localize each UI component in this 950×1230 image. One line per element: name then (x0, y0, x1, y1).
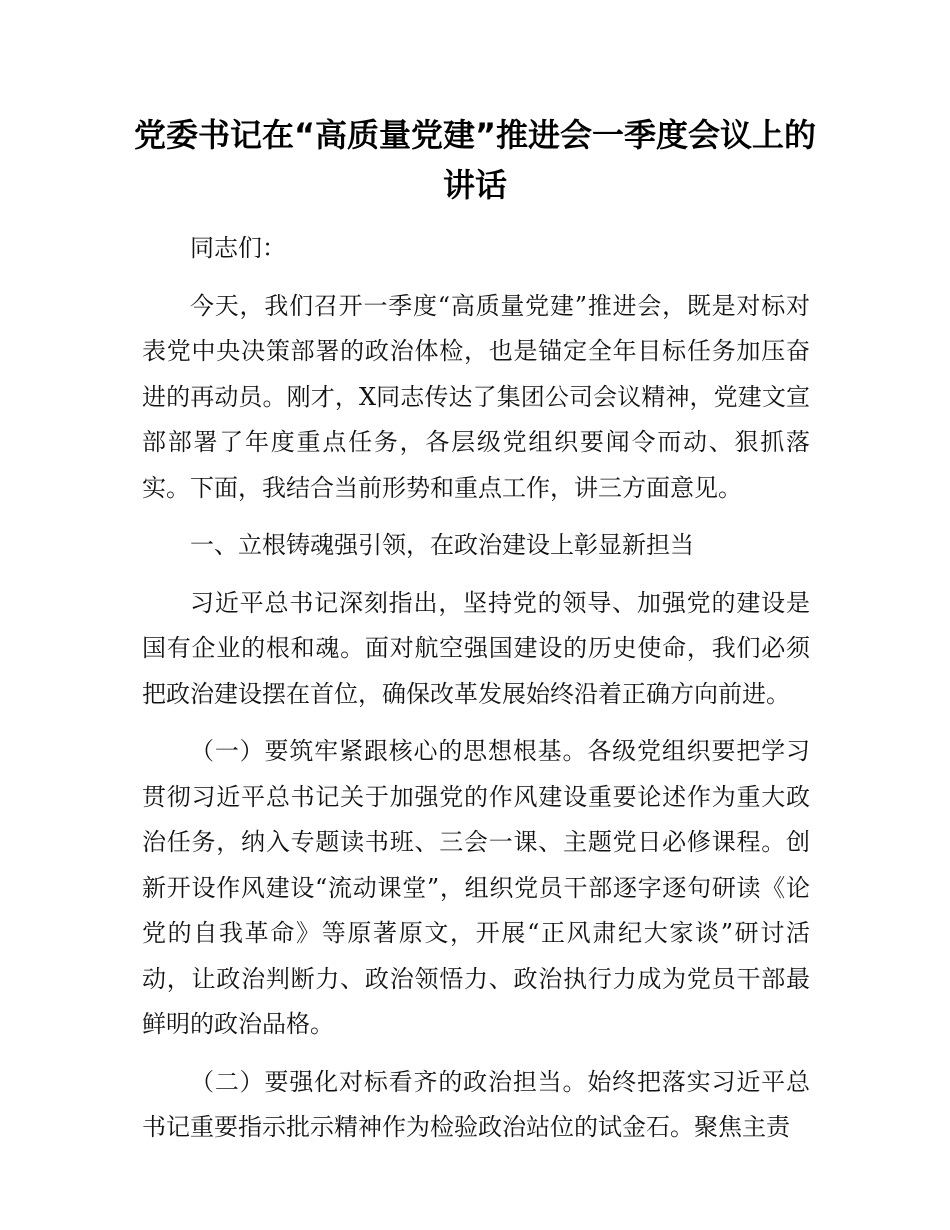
body-paragraph: （二）要强化对标看齐的政治担当。始终把落实习近平总书记重要指示批示精神作为检验政治站位的试金石。聚焦主责 (142, 1067, 810, 1141)
intro-paragraph: 今天，我们召开一季度“高质量党建”推进会，既是对标对表党中央决策部署的政治体检，也是锚定全年目标任务加压奋进的再动员。刚才，X同志传达了集团公司会议精神，党建文宣部部署了年度重点任务，各层级党组织要闻令而动、狠抓落实。下面，我结合当前形势和重点工作，讲三方面意见。 (142, 291, 810, 502)
salutation-paragraph: 同志们： (190, 234, 286, 262)
body-paragraph: 习近平总书记深刻指出，坚持党的领导、加强党的建设是国有企业的根和魂。面对航空强国建设的历史使命，我们必须把政治建设摆在首位，确保改革发展始终沿着正确方向前进。 (142, 588, 810, 708)
section-heading: 一、立根铸魂强引领，在政治建设上彰显新担当 (190, 531, 694, 559)
document-title: 党委书记在“高质量党建”推进会一季度会议上的讲话 (133, 116, 817, 204)
document-body (142, 226, 810, 1163)
body-paragraph: （一）要筑牢紧跟核心的思想根基。各级党组织要把学习贯彻习近平总书记关于加强党的作风建设重要论述作为重大政治任务，纳入专题读书班、三会一课、主题党日必修课程。创新开设作风建设“流动课堂”，组织党员干部逐字逐句研读《论党的自我革命》等原著原文，开展“正风肃纪大家谈”研讨活动，让政治判断力、政治领悟力、政治执行力成为党员干部最鲜明的政治品格。 (142, 737, 810, 1038)
